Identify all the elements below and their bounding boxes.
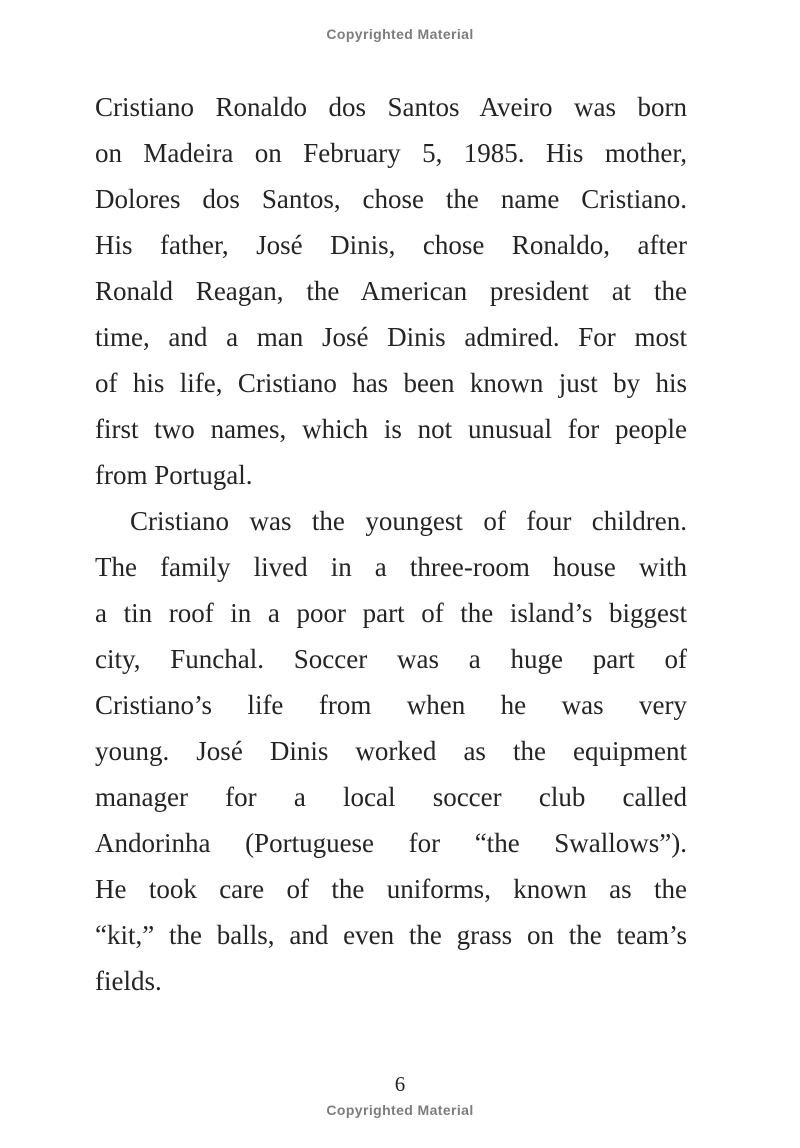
- text-line: Cristiano’s life from when he was very: [95, 690, 687, 720]
- text-line: Andorinha (Portuguese for “the Swallows”).: [95, 828, 687, 858]
- text-line: young. José Dinis worked as the equipment: [95, 736, 687, 766]
- copyright-notice-bottom: Copyrighted Material: [326, 1102, 474, 1118]
- page-body-text: [95, 84, 687, 1004]
- text-line: Cristiano was the youngest of four children.: [130, 506, 687, 536]
- text-line: on Madeira on February 5, 1985. His mother,: [95, 138, 687, 168]
- text-line: a tin roof in a poor part of the island’s biggest: [95, 598, 687, 628]
- text-line: fields.: [95, 966, 162, 996]
- text-line: The family lived in a three-room house with: [95, 552, 687, 582]
- text-line: Ronald Reagan, the American president at the: [95, 276, 687, 306]
- page-number: 6: [394, 1072, 406, 1096]
- text-line: time, and a man José Dinis admired. For most: [95, 322, 687, 352]
- text-line: He took care of the uniforms, known as the: [95, 874, 687, 904]
- text-line: manager for a local soccer club called: [95, 782, 687, 812]
- text-line: from Portugal.: [95, 460, 253, 490]
- text-line: first two names, which is not unusual for people: [95, 414, 687, 444]
- text-line: His father, José Dinis, chose Ronaldo, after: [95, 230, 687, 260]
- paragraph: [95, 84, 687, 498]
- text-line: of his life, Cristiano has been known just by his: [95, 368, 687, 398]
- text-line: Dolores dos Santos, chose the name Cristiano.: [95, 184, 687, 214]
- copyright-notice-top: Copyrighted Material: [326, 26, 474, 42]
- paragraph: [95, 498, 687, 1004]
- text-line: “kit,” the balls, and even the grass on the team’s: [95, 920, 687, 950]
- text-line: city, Funchal. Soccer was a huge part of: [95, 644, 687, 674]
- text-line: Cristiano Ronaldo dos Santos Aveiro was born: [95, 92, 687, 122]
